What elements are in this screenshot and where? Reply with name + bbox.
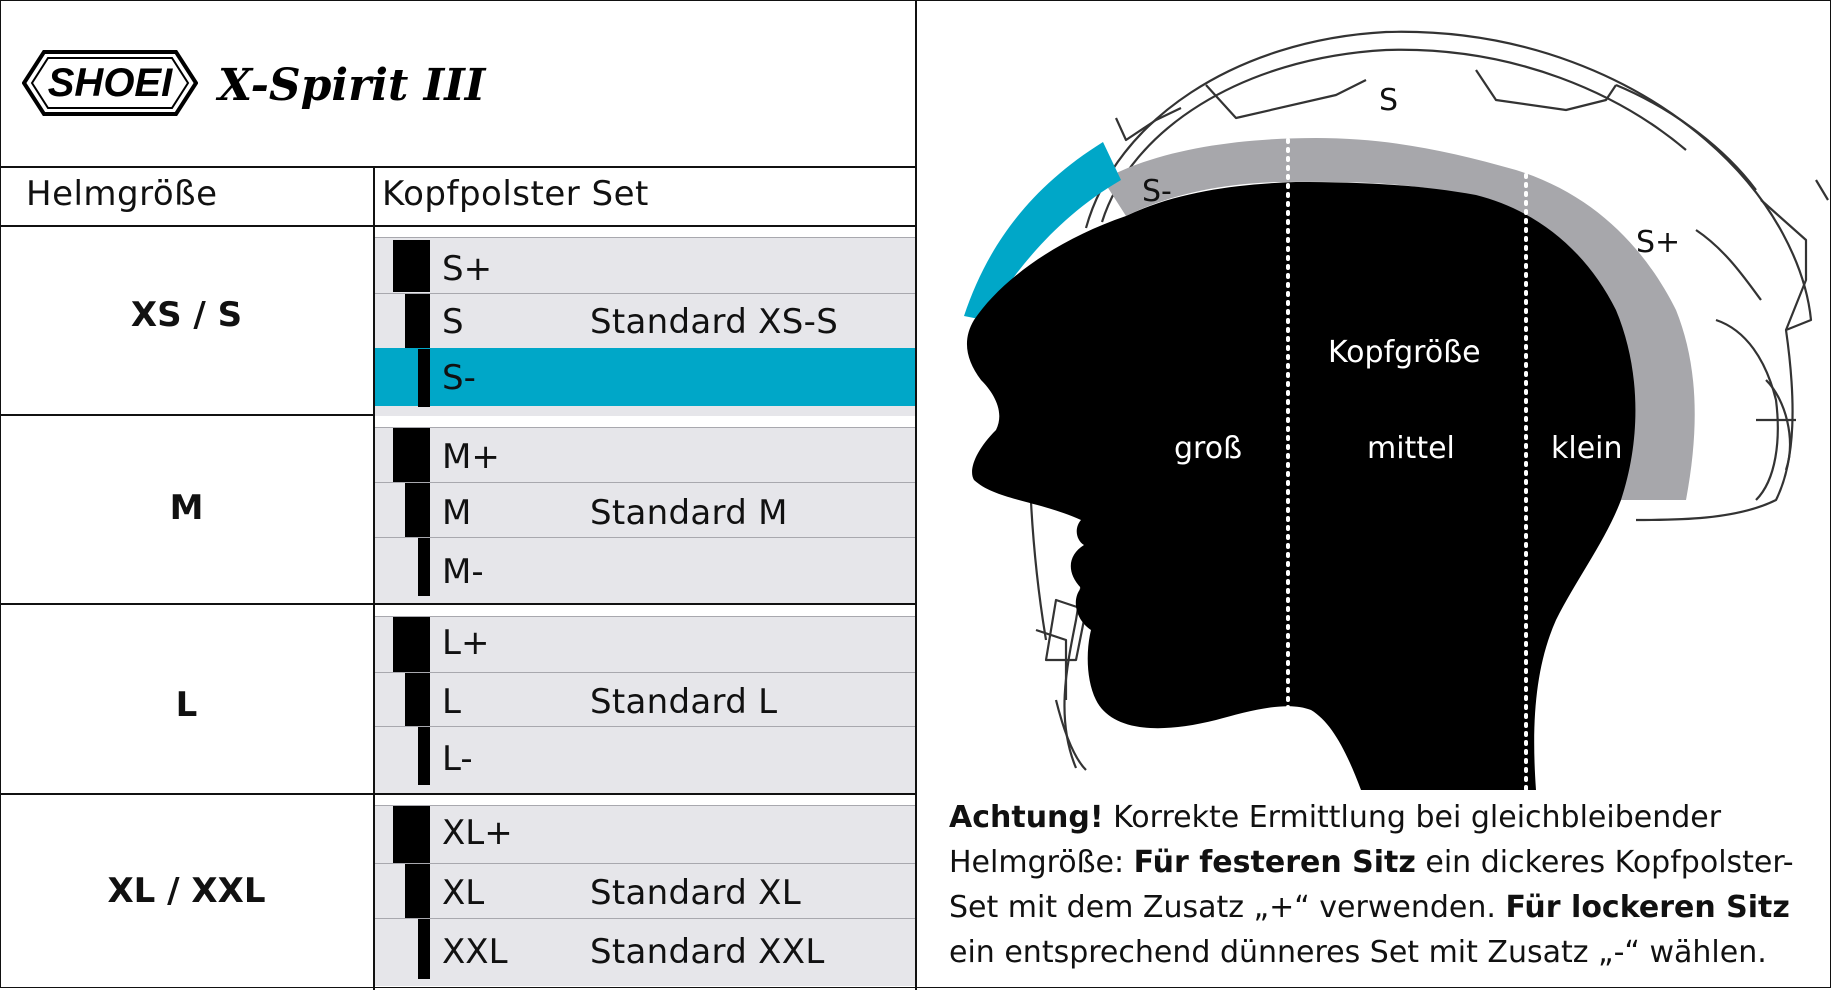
note-text-2: ein dickeres Kopfpolster-Set mit dem Zusatz „+“ verwenden. <box>949 845 1794 925</box>
size-group-xl-xxl <box>0 795 915 990</box>
pad-label: L <box>442 682 461 722</box>
size-group-m <box>0 416 915 605</box>
pad-row-l-minus[interactable] <box>375 726 915 793</box>
standard-label: Standard L <box>590 682 778 722</box>
label-s-plus: S+ <box>1636 225 1681 260</box>
standard-label: Standard XS-S <box>590 302 839 342</box>
zone-small-label: klein <box>1551 431 1623 466</box>
x-spirit-logo <box>214 56 604 116</box>
pad-row-xl-plus[interactable] <box>375 805 915 863</box>
pad-row-m-plus[interactable] <box>375 427 915 482</box>
pad-thickness-bar <box>418 727 430 785</box>
pad-set-header: Kopfpolster Set <box>382 174 649 214</box>
table-header-row <box>0 166 915 227</box>
pad-label: S+ <box>442 249 493 289</box>
pad-thickness-bar <box>418 349 430 407</box>
pad-row-m-minus[interactable] <box>375 537 915 603</box>
pad-thickness-bar <box>405 864 430 919</box>
pad-label: M+ <box>442 437 500 477</box>
pad-row-l[interactable] <box>375 672 915 726</box>
standard-label: Standard M <box>590 493 788 533</box>
pad-set-list <box>375 616 915 793</box>
helmet-size-label: M <box>169 488 204 528</box>
note-bold-looser: Für lockeren Sitz <box>1505 890 1790 925</box>
note-text-3: ein entsprechend dünneres Set mit Zusatz „-“ wählen. <box>949 935 1767 970</box>
helmet-size-label: XL / XXL <box>107 871 266 911</box>
pad-thickness-bar <box>393 806 430 864</box>
standard-label: Standard XL <box>590 873 802 913</box>
pad-label: L- <box>442 739 473 779</box>
note-bold-attention: Achtung! <box>949 800 1104 835</box>
pad-label: M <box>442 493 472 533</box>
pad-thickness-bar <box>393 617 430 673</box>
pad-set-list <box>375 427 915 603</box>
pad-thickness-bar <box>405 483 430 538</box>
fit-note <box>949 795 1819 975</box>
pad-thickness-bar <box>405 673 430 727</box>
pad-label: S <box>442 302 464 342</box>
size-group-xs-s <box>0 227 915 416</box>
pad-label: L+ <box>442 623 490 663</box>
fit-diagram-panel <box>916 0 1833 990</box>
pad-set-list <box>375 805 915 986</box>
pad-row-xl[interactable] <box>375 863 915 918</box>
pad-label: XL+ <box>442 813 513 853</box>
pad-row-s[interactable] <box>375 293 915 348</box>
pad-label: XXL <box>442 932 508 972</box>
x-spirit-logo-text: X-Spirit III <box>218 60 486 111</box>
pad-row-m[interactable] <box>375 482 915 537</box>
pad-row-s-minus[interactable] <box>375 348 915 406</box>
label-s-minus: S- <box>1142 174 1172 209</box>
helmet-size-label: XS / S <box>130 295 243 335</box>
head-silhouette <box>967 182 1635 790</box>
size-table <box>0 0 916 990</box>
label-s: S <box>1379 83 1399 118</box>
shoei-logo-text: SHOEI <box>47 61 173 105</box>
pad-label: XL <box>442 873 485 913</box>
pad-thickness-bar <box>418 919 430 979</box>
pad-thickness-bar <box>418 538 430 596</box>
pad-thickness-bar <box>393 240 430 292</box>
pad-row-l-plus[interactable] <box>375 616 915 672</box>
pad-label: M- <box>442 552 484 592</box>
shoei-logo <box>22 50 198 116</box>
pad-row-s-plus[interactable] <box>375 237 915 293</box>
logo-header <box>0 0 915 168</box>
pad-thickness-bar <box>393 428 430 483</box>
head-size-label: Kopfgröße <box>1328 335 1481 370</box>
pad-set-list <box>375 237 915 416</box>
zone-medium-label: mittel <box>1367 431 1455 466</box>
helmet-diagram <box>916 0 1833 790</box>
note-bold-tighter: Für festeren Sitz <box>1133 845 1416 880</box>
pad-thickness-bar <box>405 294 430 349</box>
note-text-1: Korrekte Ermittlung bei gleichbleibender Helmgröße: <box>949 800 1722 880</box>
pad-label: S- <box>442 358 476 398</box>
pad-row-xxl[interactable] <box>375 918 915 986</box>
helmet-size-label: L <box>175 685 198 725</box>
helmet-size-header: Helmgröße <box>26 174 218 214</box>
zone-large-label: groß <box>1174 431 1242 466</box>
standard-label: Standard XXL <box>590 932 825 972</box>
column-divider <box>373 166 375 990</box>
size-group-l <box>0 605 915 795</box>
